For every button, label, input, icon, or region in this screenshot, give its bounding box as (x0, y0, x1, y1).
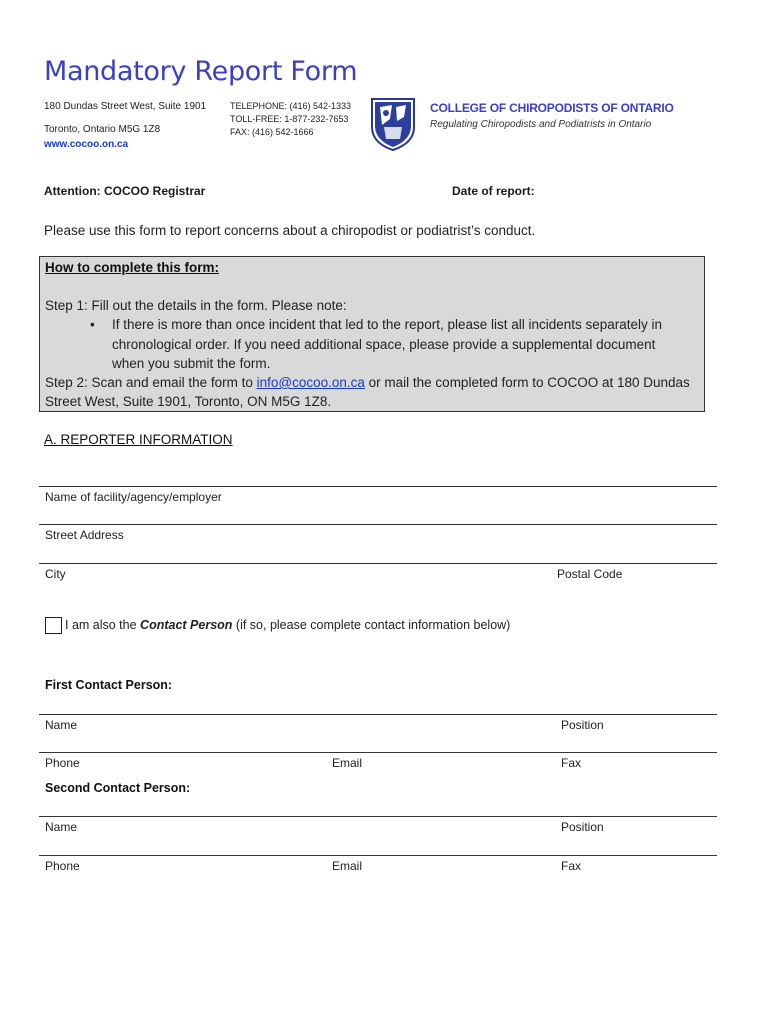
bullet-line-1: If there is more than once incident that led to the report, please list all incidents separately in (112, 317, 663, 332)
facility-field-line[interactable] (39, 486, 717, 487)
second-contact-title: Second Contact Person: (45, 781, 191, 795)
address-line-2: Toronto, Ontario M5G 1Z8 (44, 124, 161, 135)
step-2-line-2: Street West, Suite 1901, Toronto, ON M5G 1Z8. (45, 394, 332, 409)
contact-person-checkbox-label (65, 618, 510, 632)
college-name: COLLEGE OF CHIROPODISTS OF ONTARIO (430, 101, 674, 115)
checkbox-label-emphasis: Contact Person (140, 618, 233, 632)
step-1: Step 1: Fill out the details in the form. Please note: (45, 298, 347, 313)
second-phone-field-line[interactable] (39, 855, 717, 856)
instructions-title: How to complete this form: (45, 260, 220, 275)
first-position-label: Position (561, 718, 604, 732)
second-email-label: Email (332, 859, 363, 873)
fax-number: FAX: (416) 542-1666 (230, 127, 314, 137)
second-phone-label: Phone (45, 859, 80, 873)
first-phone-label: Phone (45, 756, 80, 770)
second-position-label: Position (561, 820, 604, 834)
intro-text: Please use this form to report concerns about a chiropodist or podiatrist’s conduct. (44, 223, 536, 238)
section-a-title: A. REPORTER INFORMATION (44, 432, 233, 447)
street-label: Street Address (45, 528, 124, 542)
city-field-line[interactable] (39, 563, 717, 564)
contact-person-checkbox[interactable] (45, 617, 62, 634)
first-name-field-line[interactable] (39, 714, 717, 715)
telephone: TELEPHONE: (416) 542-1333 (230, 101, 352, 111)
checkbox-label-prefix: I am also the (65, 618, 141, 632)
bullet-icon: • (90, 317, 95, 332)
crest-icon (370, 97, 416, 152)
step-2-prefix: Step 2: Scan and email the form to (45, 375, 257, 390)
second-name-field-line[interactable] (39, 816, 717, 817)
website-link[interactable]: www.cocoo.on.ca (44, 139, 129, 150)
date-of-report-label: Date of report: (452, 184, 535, 198)
first-contact-title: First Contact Person: (45, 678, 173, 692)
toll-free: TOLL-FREE: 1-877-232-7653 (230, 114, 349, 124)
step-2-suffix: or mail the completed form to COCOO at 180 Dundas (364, 375, 690, 390)
street-field-line[interactable] (39, 524, 717, 525)
bullet-line-3: when you submit the form. (112, 356, 271, 371)
checkbox-label-suffix: (if so, please complete contact information below) (232, 618, 511, 632)
facility-label: Name of facility/agency/employer (45, 490, 222, 504)
attention-label: Attention: COCOO Registrar (44, 184, 206, 198)
first-phone-field-line[interactable] (39, 752, 717, 753)
postal-code-label: Postal Code (557, 567, 623, 581)
second-fax-label: Fax (561, 859, 582, 873)
email-link[interactable]: info@cocoo.on.ca (256, 375, 365, 390)
first-fax-label: Fax (561, 756, 582, 770)
first-name-label: Name (45, 718, 78, 732)
page-title: Mandatory Report Form (44, 56, 358, 87)
college-crest-logo (370, 97, 416, 152)
bullet-line-2: chronological order. If you need additional space, please provide a supplemental document (112, 337, 656, 352)
address-line-1: 180 Dundas Street West, Suite 1901 (44, 101, 207, 112)
first-email-label: Email (332, 756, 363, 770)
college-tagline: Regulating Chiropodists and Podiatrists in Ontario (430, 119, 652, 130)
step-2 (45, 373, 690, 393)
second-name-label: Name (45, 820, 78, 834)
city-label: City (45, 567, 66, 581)
